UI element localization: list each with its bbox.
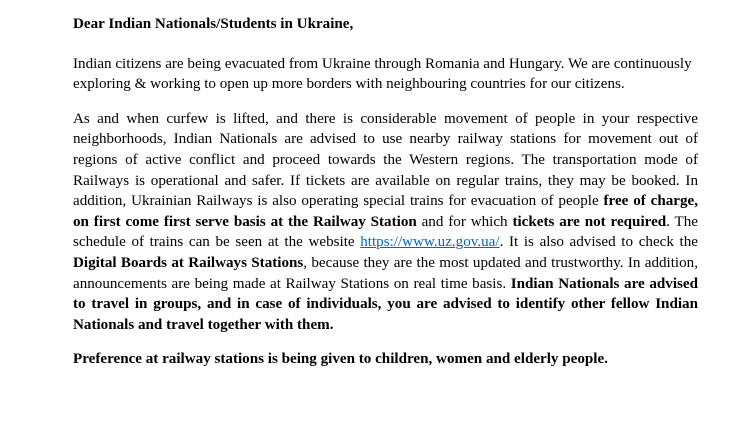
railway-advice-text-2: and for which — [416, 213, 513, 230]
railways-website-link[interactable]: https://www.uz.gov.ua/ — [360, 234, 500, 251]
railway-advice-text-4: . It is also advised to check the — [499, 234, 698, 251]
paragraph-preference: Preference at railway stations is being given to children, women and elderly people. — [73, 351, 608, 368]
railway-advice-text-3: . The schedule of trains can be seen at the website — [73, 213, 698, 251]
salutation: Dear Indian Nationals/Students in Ukraine, — [73, 16, 354, 32]
railway-advice-text-1: As and when curfew is lifted, and there is considerable movement of people in your respective neighborhoods, Indian Nationals are advised to use nearby railway stations for movement out of regions of active conflict and proceed towards the Western regions. The transportation mode of Railways is operational and safer. If tickets are available on regular trains, they may be booked. In addition, Ukrainian Railways is also operating special trains for evacuation of people — [73, 110, 698, 210]
paragraph-evacuation-routes: Indian citizens are being evacuated from Ukraine through Romania and Hungary. We are continuously exploring & working to open up more borders with neighbouring countries for our citizens. — [73, 55, 692, 93]
travel-in-groups-emphasis: Indian Nationals are advised to travel in groups, and in case of individuals, you are advised to identify other fellow Indian Nationals and travel together with them. — [73, 275, 698, 333]
paragraph-railway-advice — [73, 109, 698, 336]
tickets-not-required-emphasis: tickets are not required — [512, 213, 667, 230]
railway-advice-text-5: , because they are the most updated and trustworthy. In addition, announcements are being made at Railway Stations on real time basis. — [73, 254, 698, 292]
digital-boards-emphasis: Digital Boards at Railways Stations — [73, 254, 304, 271]
free-of-charge-emphasis: free of charge, on first come first serve basis at the Railway Station — [73, 193, 698, 230]
